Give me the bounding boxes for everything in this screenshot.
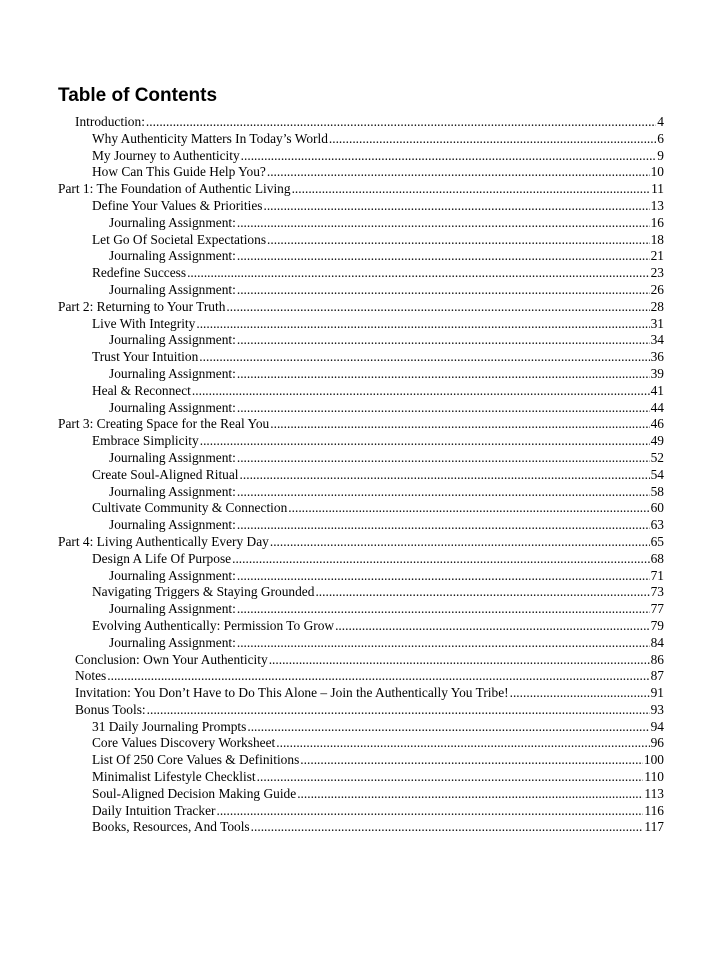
dot-leader <box>237 635 650 652</box>
dot-leader <box>237 282 650 299</box>
toc-entry-page-number: 49 <box>650 433 664 449</box>
toc-entry-page-number: 52 <box>650 449 664 465</box>
toc-entry[interactable] <box>58 786 664 803</box>
dot-leader <box>226 299 649 316</box>
toc-entry[interactable] <box>58 433 664 450</box>
toc-entry-label: Part 1: The Foundation of Authentic Living <box>58 181 291 197</box>
toc-entry-label: Core Values Discovery Worksheet <box>92 735 276 751</box>
toc-entry-page-number: 94 <box>650 718 664 734</box>
dot-leader <box>240 467 650 484</box>
toc-entry-label: Design A Life Of Purpose <box>92 550 232 566</box>
toc-entry-page-number: 113 <box>644 785 664 801</box>
dot-leader <box>199 349 649 366</box>
toc-entry-label: 31 Daily Journaling Prompts <box>92 718 247 734</box>
toc-entry-label: Redefine Success <box>92 265 187 281</box>
dot-leader <box>335 618 650 635</box>
toc-entry-page-number: 39 <box>650 365 664 381</box>
dot-leader <box>270 534 650 551</box>
toc-entry[interactable] <box>58 551 664 568</box>
dot-leader <box>147 702 650 719</box>
dot-leader <box>237 450 650 467</box>
toc-entry-page-number: 26 <box>650 281 664 297</box>
toc-entry[interactable] <box>58 282 664 299</box>
toc-entry-page-number: 16 <box>650 214 664 230</box>
toc-entry[interactable] <box>58 702 664 719</box>
toc-entry-label: Journaling Assignment: <box>109 634 236 650</box>
toc-entry-label: Minimalist Lifestyle Checklist <box>92 769 256 785</box>
dot-leader <box>237 400 650 417</box>
toc-entry-page-number: 86 <box>650 651 664 667</box>
dot-leader <box>267 232 650 249</box>
toc-entry-page-number: 77 <box>650 601 664 617</box>
toc-entry[interactable] <box>58 114 664 131</box>
toc-entry-page-number: 68 <box>650 550 664 566</box>
toc-entry[interactable] <box>58 332 664 349</box>
toc-entry[interactable] <box>58 232 664 249</box>
dot-leader <box>241 148 657 165</box>
dot-leader <box>200 433 650 450</box>
dot-leader <box>237 366 650 383</box>
toc-entry[interactable] <box>58 416 664 433</box>
toc-entry[interactable] <box>58 668 664 685</box>
dot-leader <box>237 332 650 349</box>
toc-entry-label: Live With Integrity <box>92 315 196 331</box>
toc-entry[interactable] <box>58 383 664 400</box>
toc-entry-page-number: 31 <box>650 315 664 331</box>
toc-entry-label: Journaling Assignment: <box>109 365 236 381</box>
toc-entry[interactable] <box>58 450 664 467</box>
toc-entry-page-number: 13 <box>650 197 664 213</box>
toc-entry[interactable] <box>58 735 664 752</box>
toc-entry[interactable] <box>58 635 664 652</box>
dot-leader <box>315 584 649 601</box>
toc-entry[interactable] <box>58 584 664 601</box>
toc-entry-page-number: 34 <box>650 332 664 348</box>
toc-entry[interactable] <box>58 618 664 635</box>
toc-entry-page-number: 4 <box>657 114 664 129</box>
toc-entry[interactable] <box>58 198 664 215</box>
toc-entry-label: Introduction: <box>75 114 145 129</box>
toc-entry-label: Journaling Assignment: <box>109 483 236 499</box>
toc-entry[interactable] <box>58 248 664 265</box>
toc-entry[interactable] <box>58 652 664 669</box>
toc-entry-page-number: 21 <box>650 248 664 264</box>
toc-entry-label: Books, Resources, And Tools <box>92 819 250 835</box>
dot-leader <box>269 652 650 669</box>
toc-entry-page-number: 87 <box>650 668 664 684</box>
toc-entry-page-number: 110 <box>644 769 664 785</box>
toc-entry[interactable] <box>58 819 664 836</box>
toc-entry-label: How Can This Guide Help You? <box>92 164 266 180</box>
dot-leader <box>251 819 644 836</box>
toc-entry[interactable] <box>58 349 664 366</box>
toc-entry-page-number: 65 <box>650 533 664 549</box>
table-of-contents <box>58 114 664 836</box>
toc-entry-page-number: 91 <box>650 685 664 701</box>
toc-entry-page-number: 54 <box>650 466 664 482</box>
dot-leader <box>263 198 649 215</box>
toc-entry-page-number: 18 <box>650 231 664 247</box>
dot-leader <box>257 769 644 786</box>
toc-entry-page-number: 36 <box>650 349 664 365</box>
toc-entry-page-number: 63 <box>650 517 664 533</box>
toc-entry[interactable] <box>58 517 664 534</box>
toc-entry-label: List Of 250 Core Values & Definitions <box>92 752 300 768</box>
toc-entry-label: Heal & Reconnect <box>92 382 191 398</box>
toc-entry-page-number: 9 <box>657 147 664 163</box>
dot-leader <box>237 517 650 534</box>
toc-entry-page-number: 44 <box>650 399 664 415</box>
toc-entry-label: Journaling Assignment: <box>109 248 236 264</box>
toc-entry-label: Navigating Triggers & Staying Grounded <box>92 584 315 600</box>
toc-entry[interactable] <box>58 400 664 417</box>
toc-entry[interactable] <box>58 769 664 786</box>
dot-leader <box>247 719 649 736</box>
toc-entry-label: Let Go Of Societal Expectations <box>92 231 267 247</box>
dot-leader <box>270 416 649 433</box>
toc-entry-label: Journaling Assignment: <box>109 601 236 617</box>
toc-entry-label: Define Your Values & Priorities <box>92 197 263 213</box>
dot-leader <box>237 601 650 618</box>
dot-leader <box>237 215 650 232</box>
toc-entry-label: Cultivate Community & Connection <box>92 500 288 516</box>
dot-leader <box>232 551 650 568</box>
dot-leader <box>297 786 643 803</box>
toc-entry-page-number: 71 <box>650 567 664 583</box>
toc-entry-page-number: 73 <box>650 584 664 600</box>
dot-leader <box>192 383 650 400</box>
toc-entry-page-number: 10 <box>650 164 664 180</box>
toc-entry[interactable] <box>58 719 664 736</box>
toc-entry-label: Bonus Tools: <box>75 701 146 717</box>
toc-entry-label: Journaling Assignment: <box>109 567 236 583</box>
toc-entry[interactable] <box>58 467 664 484</box>
dot-leader <box>146 114 656 131</box>
toc-entry-page-number: 28 <box>650 298 664 314</box>
toc-entry-page-number: 79 <box>650 617 664 633</box>
toc-entry-label: Journaling Assignment: <box>109 517 236 533</box>
dot-leader <box>237 248 650 265</box>
toc-entry[interactable] <box>58 685 664 702</box>
toc-entry-label: Why Authenticity Matters In Today’s World <box>92 130 328 146</box>
toc-entry-page-number: 117 <box>644 819 664 835</box>
toc-entry[interactable] <box>58 500 664 517</box>
toc-entry-label: Conclusion: Own Your Authenticity <box>75 651 268 667</box>
toc-entry[interactable] <box>58 601 664 618</box>
toc-entry-label: Part 2: Returning to Your Truth <box>58 298 226 314</box>
toc-entry-page-number: 96 <box>650 735 664 751</box>
toc-entry[interactable] <box>58 215 664 232</box>
dot-leader <box>292 181 651 198</box>
toc-entry-page-number: 116 <box>644 802 664 818</box>
toc-entry-page-number: 60 <box>650 500 664 516</box>
toc-entry-label: Journaling Assignment: <box>109 214 236 230</box>
toc-entry-label: Daily Intuition Tracker <box>92 802 216 818</box>
toc-entry-page-number: 23 <box>650 265 664 281</box>
toc-entry[interactable] <box>58 299 664 316</box>
toc-entry[interactable] <box>58 316 664 333</box>
toc-entry[interactable] <box>58 752 664 769</box>
toc-entry-page-number: 58 <box>650 483 664 499</box>
dot-leader <box>510 685 650 702</box>
toc-entry[interactable] <box>58 568 664 585</box>
toc-entry-page-number: 11 <box>651 181 664 197</box>
toc-entry-page-number: 6 <box>657 130 664 146</box>
dot-leader <box>196 316 649 333</box>
toc-entry-label: Journaling Assignment: <box>109 281 236 297</box>
dot-leader <box>329 131 656 148</box>
toc-entry-label: Trust Your Intuition <box>92 349 199 365</box>
page-title: Table of Contents <box>58 85 218 106</box>
toc-entry-label: Embrace Simplicity <box>92 433 199 449</box>
toc-entry-page-number: 93 <box>650 701 664 717</box>
toc-entry[interactable] <box>58 181 664 198</box>
toc-entry[interactable] <box>58 484 664 501</box>
dot-leader <box>300 752 643 769</box>
toc-entry-page-number: 100 <box>643 752 664 768</box>
toc-entry-label: My Journey to Authenticity <box>92 147 240 163</box>
toc-entry-label: Journaling Assignment: <box>109 399 236 415</box>
toc-entry-label: Journaling Assignment: <box>109 449 236 465</box>
dot-leader <box>288 500 649 517</box>
toc-entry-label: Evolving Authentically: Permission To Grow <box>92 617 335 633</box>
dot-leader <box>216 803 643 820</box>
toc-entry[interactable] <box>58 131 664 148</box>
toc-entry-page-number: 41 <box>650 382 664 398</box>
toc-entry-label: Soul-Aligned Decision Making Guide <box>92 785 297 801</box>
toc-entry[interactable] <box>58 265 664 282</box>
dot-leader <box>237 568 650 585</box>
toc-entry-label: Part 3: Creating Space for the Real You <box>58 416 270 432</box>
toc-entry-label: Part 4: Living Authentically Every Day <box>58 533 269 549</box>
toc-entry-page-number: 84 <box>650 634 664 650</box>
toc-entry[interactable] <box>58 366 664 383</box>
dot-leader <box>267 164 650 181</box>
dot-leader <box>107 668 649 685</box>
toc-entry-label: Journaling Assignment: <box>109 332 236 348</box>
dot-leader <box>187 265 650 282</box>
toc-entry[interactable] <box>58 164 664 181</box>
toc-entry[interactable] <box>58 148 664 165</box>
toc-entry-label: Create Soul-Aligned Ritual <box>92 466 239 482</box>
toc-entry-label: Invitation: You Don’t Have to Do This Alone – Join the Authentically You Tribe! <box>75 685 509 701</box>
toc-entry-label: Notes <box>75 668 107 684</box>
toc-entry-page-number: 46 <box>650 416 664 432</box>
dot-leader <box>237 484 650 501</box>
toc-entry[interactable] <box>58 534 664 551</box>
dot-leader <box>276 735 649 752</box>
toc-entry[interactable] <box>58 803 664 820</box>
